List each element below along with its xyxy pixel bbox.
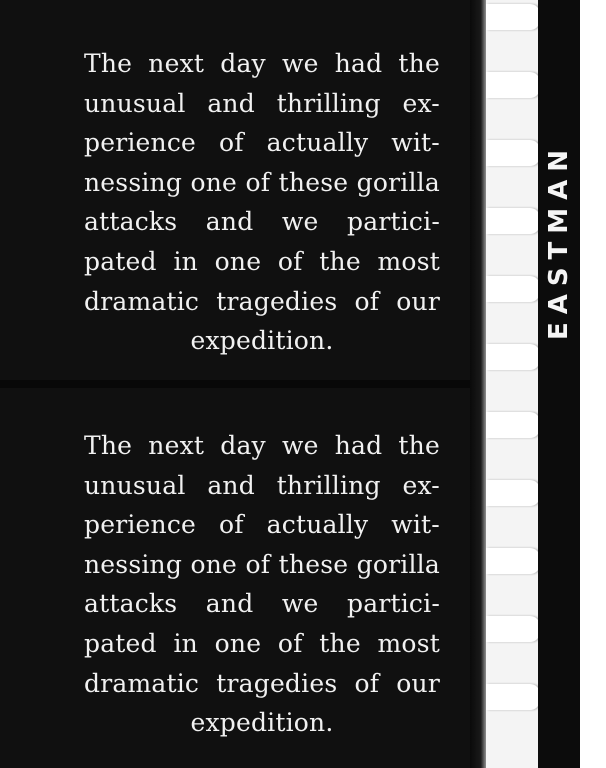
title-card-text-1 xyxy=(84,44,440,361)
text-line: dramatic tragedies of our xyxy=(84,286,440,316)
edge-print-text: EASTMAN xyxy=(544,141,575,341)
text-line: The next day we had the xyxy=(84,49,440,78)
sprocket-hole xyxy=(486,344,540,370)
title-card-text-2 xyxy=(84,426,440,743)
text-line: expedition. xyxy=(190,708,334,738)
film-margin xyxy=(538,0,580,768)
film-outer-edge xyxy=(580,0,606,768)
sprocket-hole xyxy=(486,208,540,234)
edge-print-label xyxy=(541,126,577,356)
text-line: nessing one of these gorilla xyxy=(84,167,440,197)
film-frame-1 xyxy=(0,0,484,380)
text-line: perience of actually wit- xyxy=(84,510,440,540)
sprocket-hole xyxy=(486,412,540,438)
text-line: attacks and we partici- xyxy=(84,207,440,237)
text-line: perience of actually wit- xyxy=(84,128,440,158)
text-line: unusual and thrilling ex- xyxy=(84,88,440,118)
film-frame-2 xyxy=(0,388,484,768)
sprocket-hole xyxy=(486,4,540,30)
sprocket-hole xyxy=(486,548,540,574)
text-line: expedition. xyxy=(190,326,334,356)
text-line: pated in one of the most xyxy=(84,628,440,658)
sprocket-hole xyxy=(486,72,540,98)
text-line: attacks and we partici- xyxy=(84,589,440,619)
sprocket-hole xyxy=(486,276,540,302)
sprocket-hole xyxy=(486,684,540,710)
sprocket-hole xyxy=(486,616,540,642)
sprocket-hole xyxy=(486,140,540,166)
text-line: pated in one of the most xyxy=(84,246,440,276)
frame-line xyxy=(0,380,484,388)
sprocket-hole xyxy=(486,480,540,506)
text-line: nessing one of these gorilla xyxy=(84,549,440,579)
text-line: unusual and thrilling ex- xyxy=(84,470,440,500)
text-line: dramatic tragedies of our xyxy=(84,668,440,698)
sprocket-strip xyxy=(486,0,538,768)
text-line: The next day we had the xyxy=(84,431,440,460)
